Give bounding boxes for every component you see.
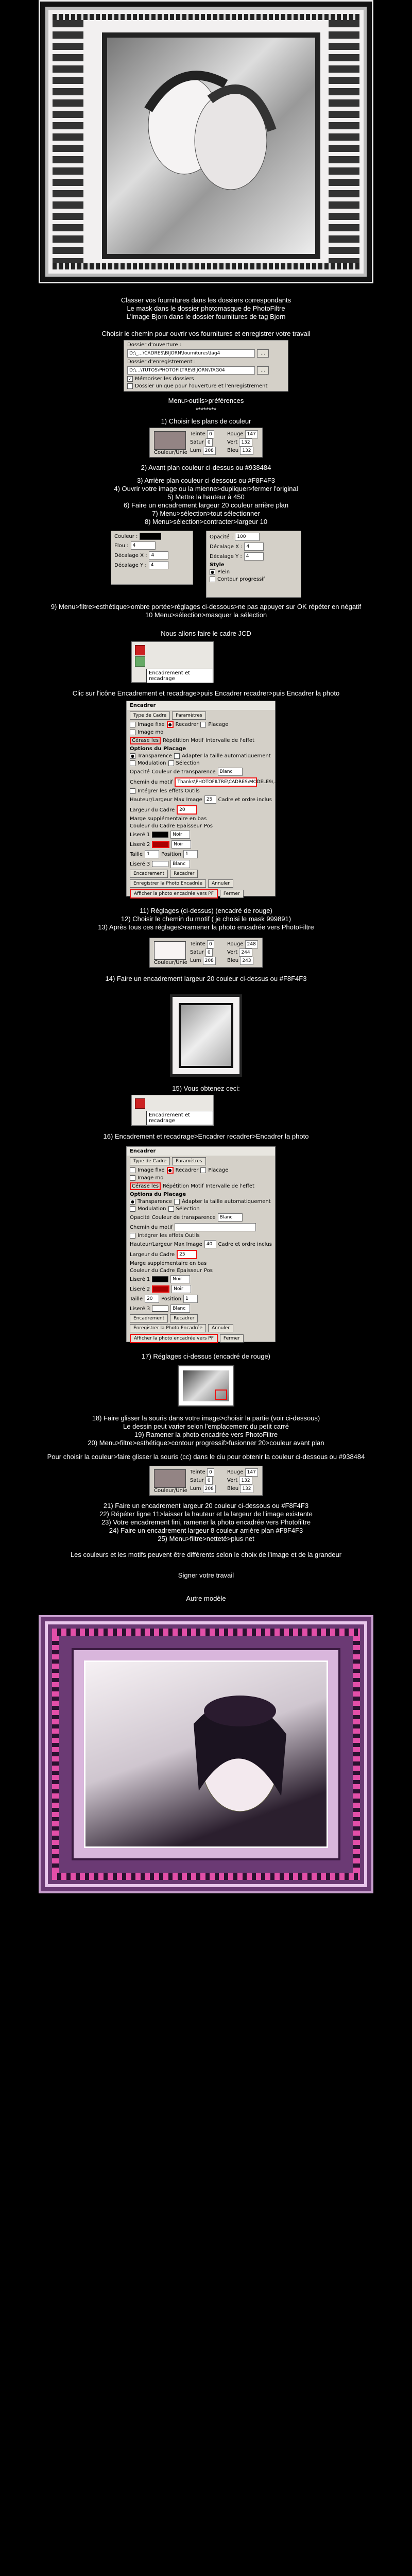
color-panel-1: Teinte 0 Satur 0 Lum 208 Rouge 147 Vert 132 Bleu 132 Couleur/Unie [149, 428, 263, 457]
steps-3-8: 3) Arrière plan couleur ci-dessous ou #F8F4F3 4) Ouvrir votre image ou la mienne>dupliquer>fermer l'original 5) Mettre la hauteur à 450 6) Faire un encadrement largeur 20 couleur arrière plan 7) Menu>sélection>tout sélectionner 8) Menu>sélection>contracter>largeur 10 [114, 477, 298, 526]
tab-type-cadre[interactable]: Type de Cadre [130, 711, 170, 720]
crop-preview [178, 1365, 234, 1406]
shadow-color-swatch[interactable] [140, 533, 161, 540]
encadrer-dialog-1: Encadrer Type de Cadre Paramètres Image fixe ● Recadrer Placage Image mo Cérase les Répétition Motif Intervalle de l'effet Options du Placage ● Transparence Adapter la taille automatiquement Modulation Sélection Opacité Couleur de transparence Blanc Chemin du motif Thanks\PHOTOFILTRE\CADRES\MODELE9\... Intégrer les effets Outils Hauteur/Largeur Max Image 25 Cadre et ordre inclus Largeur du Cadre 20 Marge supplémentaire en bas Couleur du Cadre Epaisseur Pos Liseré 1 Noir Liseré 2 Noir Taille 1 Position 1 Liseré 3 Blanc Encadrement Recadrer Enregistrer la Photo Encadrée Annuler Afficher la photo encadrée vers PF Fermer [126, 701, 276, 896]
browse-save-button[interactable]: … [257, 366, 269, 375]
steps-9-10: 9) Menu>filtre>esthétique>ombre portée>réglages ci-dessous>ne pas appuyer sur OK répéter en négatif 10 Menu>sélection>masquer la sélection [50, 603, 362, 619]
color-swatch-1[interactable] [154, 431, 186, 450]
click-instruction: Clic sur l'icône Encadrement et recadrage>puis Encadrer recadrer>puis Encadrer la photo [72, 689, 340, 697]
plugin-icon[interactable] [135, 645, 145, 655]
afficher-pf-button[interactable]: Afficher la photo encadrée vers PF [130, 889, 218, 899]
choose-color-text: Pour choisir la couleur>faire glisser la souris (cc) dans le ciu pour obtenir la couleur ci-dessous ou #938484 [47, 1453, 365, 1461]
open-folder-label: Dossier d'ouverture : [127, 342, 182, 348]
plugin-icon-2[interactable] [135, 656, 145, 667]
memorize-checkbox[interactable]: ✓ [127, 376, 133, 382]
color-mode-label: Couleur/Unie [154, 450, 187, 455]
plugin-menu-item[interactable]: Encadrement et recadrage [146, 669, 213, 683]
same-folder-label: Dossier unique pour l'ouverture et l'enregistrement [135, 383, 268, 389]
top-framed-image [39, 0, 373, 283]
memorize-label: Mémoriser les dossiers [135, 376, 194, 382]
steps-11-13: 11) Réglages (ci-dessus) (encadré de rouge) 12) Choisir le chemin du motif ( je choisi le mask 999891) 13) Après tous ces réglages>ramener la photo encadrée vers PhotoFiltre [98, 907, 314, 931]
bottom-framed-image [39, 1615, 373, 1893]
dialog-title: Encadrer [127, 701, 275, 710]
color-swatch-2[interactable] [154, 941, 186, 960]
save-folder-label: Dossier d'enregistrement : [127, 359, 196, 365]
step2-text: 2) Avant plan couleur ci-dessus ou #938484 [141, 464, 271, 471]
step16-text: 16) Encadrement et recadrage>Encadrer recadrer>Encadrer la photo [103, 1132, 309, 1140]
steps-18-20: 18) Faire glisser la souris dans votre image>choisir la partie (voir ci-dessous) Le dessin peut varier selon l'emplacement du petit carré 19) Ramener la photo encadrée vers PhotoFiltre 20) Menu>filtre>esthétique>contour progressif>fusionner 20>couleur avant plan [88, 1414, 324, 1447]
closing-text: Les couleurs et les motifs peuvent être différents selon le choix de l'image et de la grandeur [70, 1551, 342, 1558]
portrait-illustration-2 [85, 1662, 322, 1832]
step14-text: 14) Faire un encadrement largeur 20 couleur ci-dessus ou #F8F4F3 [105, 975, 307, 982]
step1-text: 1) Choisir les plans de couleur [161, 417, 251, 425]
recadrer-radio[interactable]: ● [167, 721, 174, 728]
cadre-intro: Nous allons faire le cadre JCD [161, 630, 251, 637]
step17-text: 17) Réglages ci-dessus (encadré de rouge) [141, 1352, 271, 1360]
signer-text: Signer votre travail [178, 1571, 234, 1579]
portrait-illustration [107, 38, 305, 244]
motif-path-input[interactable]: Thanks\PHOTOFILTRE\CADRES\MODELE9\... [175, 777, 257, 787]
color-panel-3: Teinte 0 Satur 0 Lum 208 Rouge 147 Vert 132 Bleu 132 Couleur/Unie [149, 1466, 263, 1496]
browse-open-button[interactable]: … [257, 349, 269, 358]
open-folder-input[interactable]: D:\_...\CADRES\BIJORN\fournitures\tag4 [127, 349, 255, 358]
color-swatch-3[interactable] [154, 1469, 186, 1488]
plugin-icon-b[interactable] [135, 1098, 145, 1109]
result-preview-1 [170, 994, 242, 1077]
choose-path-text: Choisir le chemin pour ouvrir vos fournitures et enregistrer votre travail [101, 330, 311, 337]
tab-parametres[interactable]: Paramètres [172, 711, 205, 720]
same-folder-checkbox[interactable] [127, 383, 133, 389]
steps-21-25: 21) Faire un encadrement largeur 20 couleur ci-dessous ou #F8F4F3 22) Répéter ligne 11>laisser la hauteur et la largeur de l'image existante 23) Votre encadrement fini, ramener la photo encadrée vers Photofiltre 24) Faire un encadrement largeur 8 couleur arrière plan #F8F4F3 25) Menu>filtre>netteté>plus net [99, 1502, 313, 1543]
step15-text: 15) Vous obtenez ceci: [172, 1084, 240, 1092]
autre-modele-text: Autre modèle [186, 1595, 226, 1602]
menu-prefs-text: Menu>outils>préférences [168, 397, 244, 404]
encadrer-dialog-2: Encadrer Type de Cadre Paramètres Image fixe ● Recadrer Placage Image mo Cérase les Répétition Motif Intervalle de l'effet Options du Placage ● Transparence Adapter la taille automatiquement Modulation Sélection Opacité Couleur de transparence Blanc Chemin du motif Intégrer les effets Outils Hauteur/Largeur Max Image 40 Cadre et ordre inclus Largeur du Cadre 25 Marge supplémentaire en bas Couleur du Cadre Epaisseur Pos Liseré 1 Noir Liseré 2 Noir Taille 20 Position 1 Liseré 3 Blanc Encadrement Recadrer Enregistrer la Photo Encadrée Annuler Afficher la photo encadrée vers PF Fermer [126, 1146, 276, 1342]
shadow-panel-left: Couleur : Flou : 4 Décalage X : 4 Décalage Y : 4 [111, 531, 193, 585]
stars-separator: ******** [195, 406, 217, 414]
shadow-panel-right: Opacité : 100 Décalage X : 4 Décalage Y : 4 Style ● Plein Contour progressif [206, 531, 301, 598]
plugin-panel-1 [131, 641, 214, 683]
save-folder-input[interactable]: D:\...\TUTOS\PHOTOFILTRE\BIJORN\TAG04 [127, 366, 255, 375]
plugin-panel-2: Encadrement et recadrage [131, 1095, 214, 1126]
intro-text: Classer vos fournitures dans les dossiers correspondants Le mask dans le dossier photomasque de PhotoFiltre L'image Bjorn dans le dossier fournitures de tag Bjorn [121, 296, 291, 320]
folders-panel [124, 340, 288, 392]
color-panel-2: Teinte 0 Satur 0 Lum 208 Rouge 248 Vert 244 Bleu 243 Couleur/Unie [149, 938, 263, 968]
